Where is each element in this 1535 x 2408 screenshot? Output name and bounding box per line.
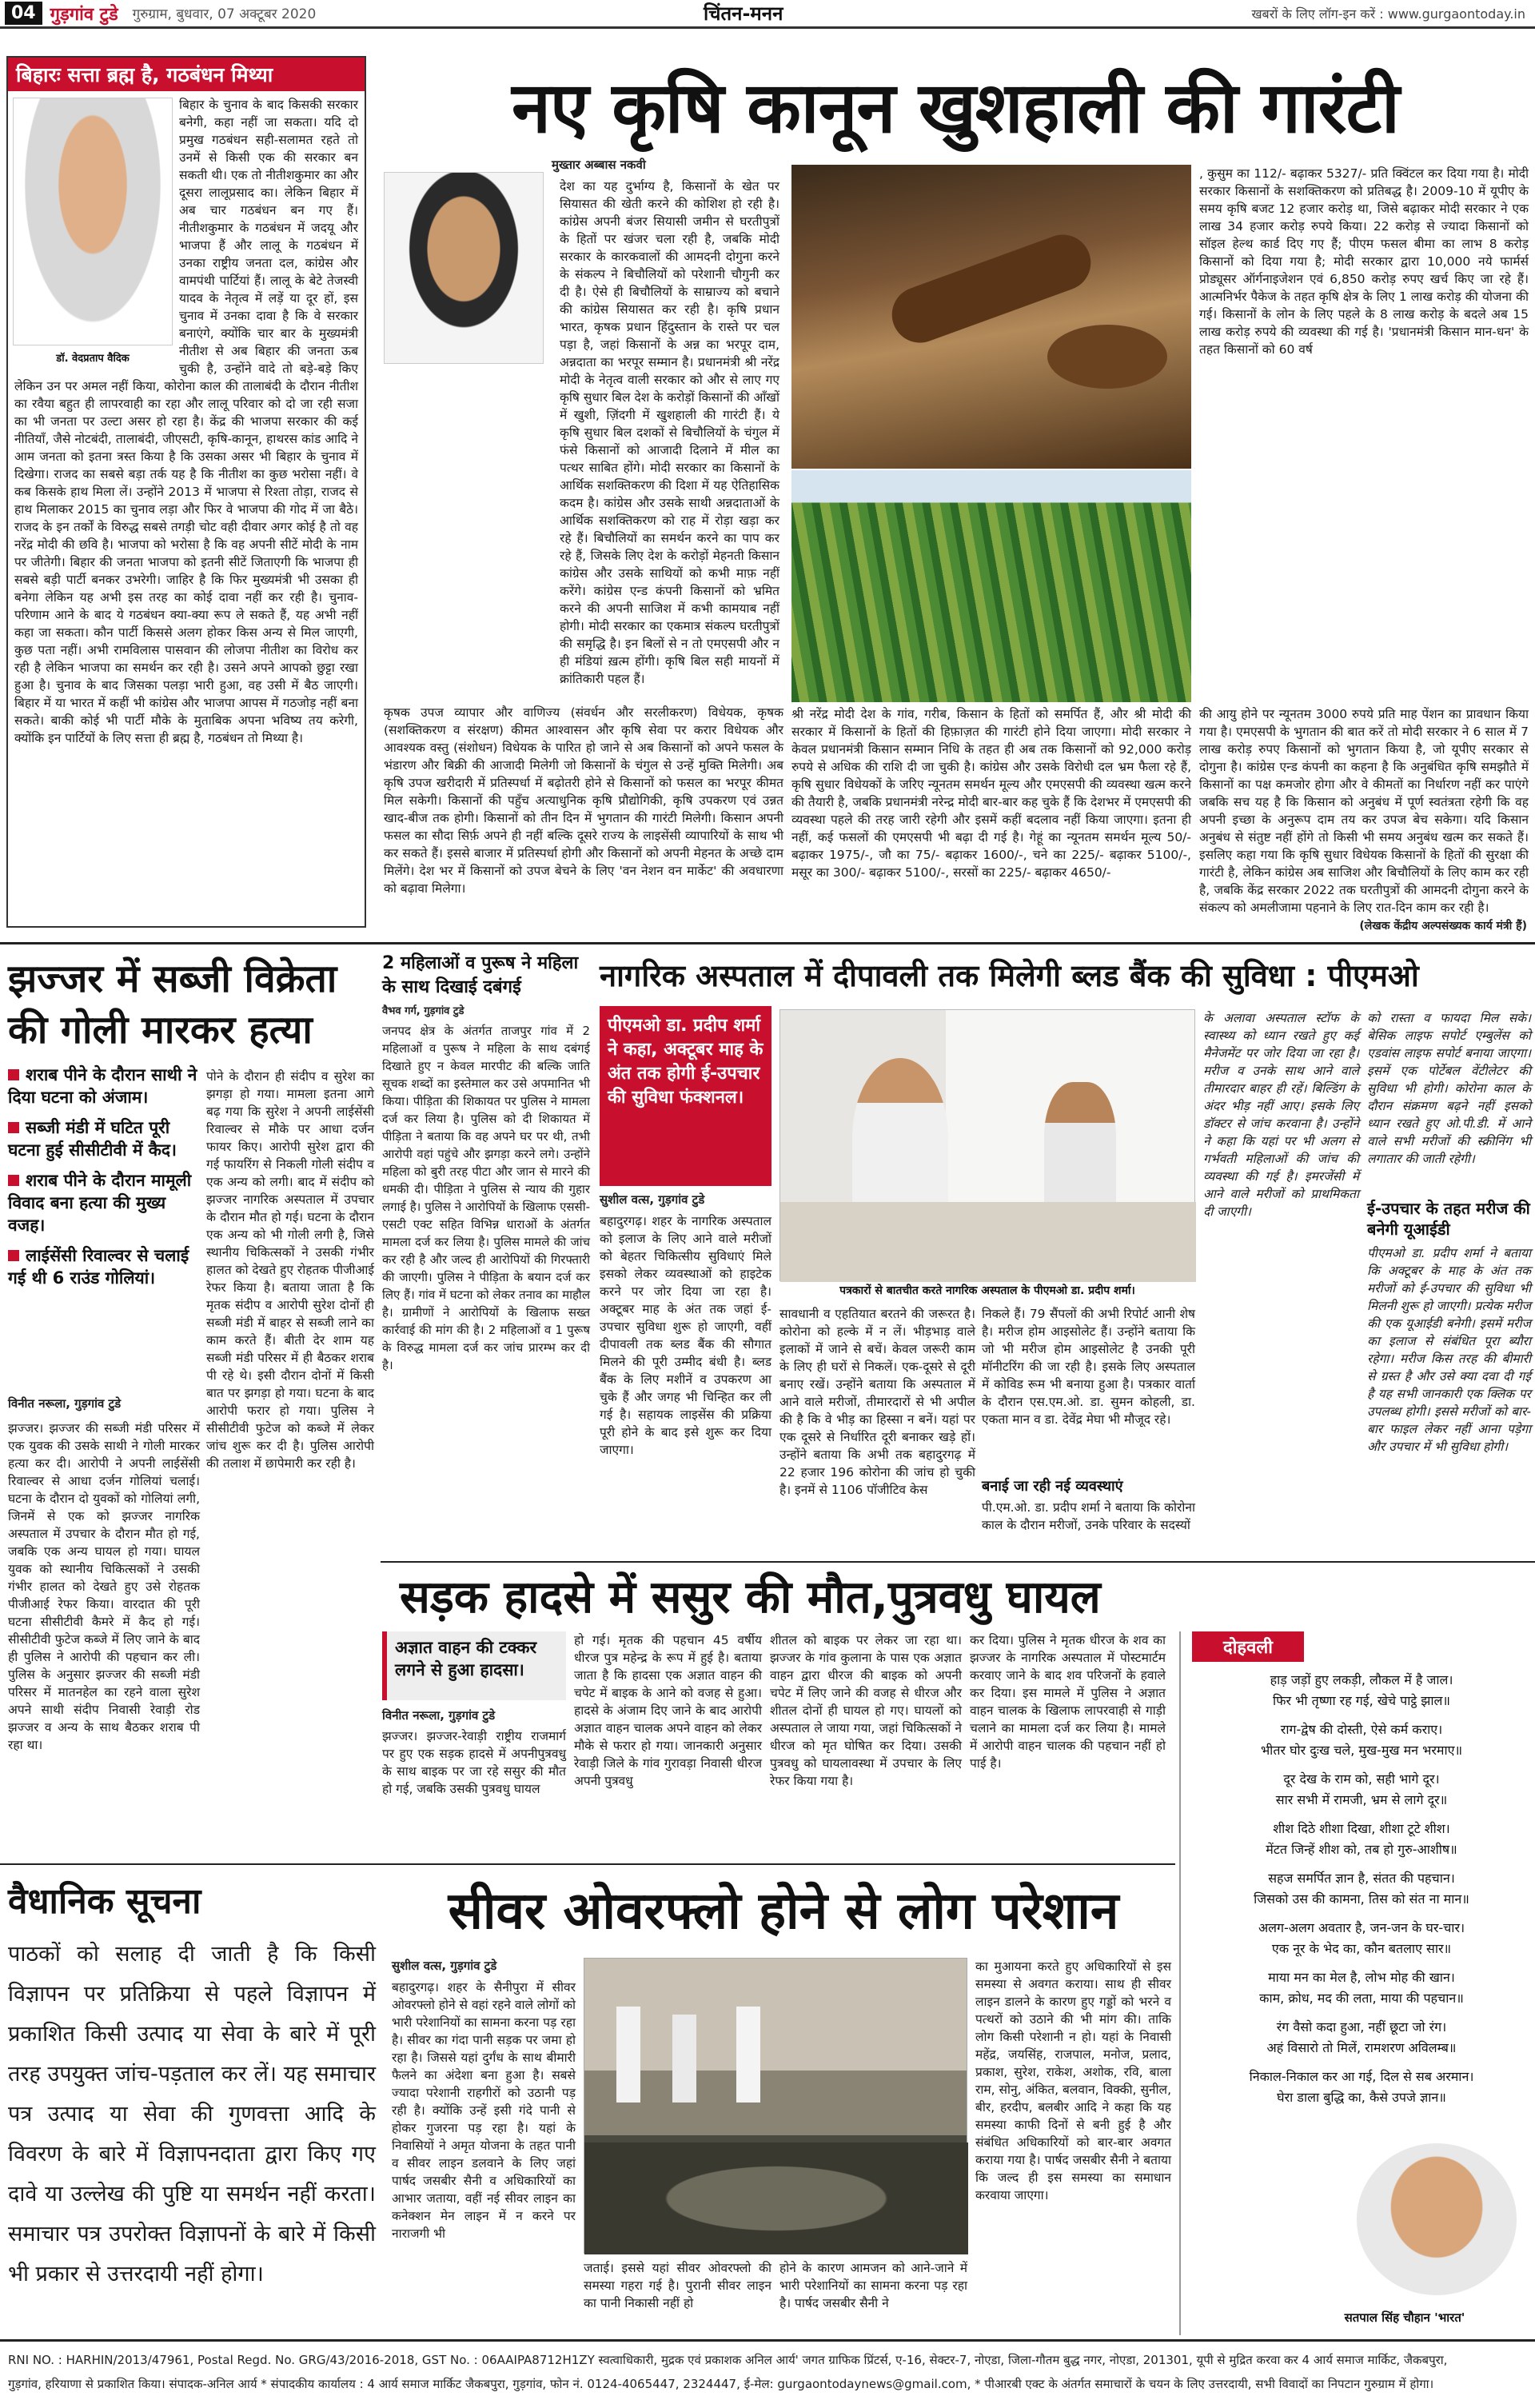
doctor-photo-caption: पत्रकारों से बातचीत करते नागरिक अस्पताल के पीएमओ डा. प्रदीप शर्मा। [839,1284,1135,1297]
imprint-line2: गुड़गांव, हरियाणा से प्रकाशित किया। संपादक-अनिल आर्य * संपादकीय कार्यालय : 4 आर्य समाज मार्किट जैकबपुरा, गुड़गांव, फोन नं. 0124-4065447, 2324447, ई-मेल: gurgaontodaynews@gmail.com, * पीआरबी एक्ट के अंतर्गत समाचारों के चयन के लिए उत्तरदायी, सभी विवादों का निपटान गुरुग्राम में होगा। [8,2377,1434,2391]
jhajjar-bullets [8,1064,200,1400]
blood-col3 [982,1305,1195,1555]
photo-spacer [14,96,179,368]
poem-line: घेरा डाला बुद्धि का, कैसे उपजे ज्ञान॥ [1277,2090,1446,2105]
blood-text7: पीएमओ डा. प्रदीप शर्मा ने बताया कि अक्टूबर के माह के अंत तक मरीजों को ई-उपचार की सुविधा भी मिलनी शुरू हो जाएगी। प्रत्येक मरीज की एक यूआईडी बनेगी। इसमें मरीज का इलाज से संबंधित पूरा ब्यौरा रहेगा। मरीज किस तरह की बीमारी से ग्रस्त है और उसे क्या दवा दी गई है यह सभी जानकारी एक क्लिक पर उपलब्ध होगी। इससे मरीजों को बार-बार फाइल लेकर नहीं आना पड़ेगा और उपचार में भी सुविधा होगी। [1367,1246,1531,1454]
jhajjar-text1: झज्जर। झज्जर की सब्जी मंडी परिसर में एक युवक की उसके साथी ने गोली मारकर हत्या कर दी। आरोपी ने अपनी लाईसेंसी रिवाल्वर से आधा दर्जन गोलियां चलाई। घटना के दौरान दो युवकों को गोलियां लगी, जिनमें से एक को झज्जर नागरिक अस्पताल में उपचार के दौरान मौत हो गई, जबकि एक अन्य घायल हो गया। घायल युवक को स्थानीय चिकित्सकों ने उसकी गंभीर हालत को देखते हुए उसे रोहतक पीजीआई रेफर किया। वारदात की पूरी घटना सीसीटीवी कैमरे में कैद हो गई। सीसीटीवी फुटेज कब्जे में लिए जाने के बाद ही पुलिस ने आरोपी की पहचान कर ली। पुलिस के अनुसार झज्जर की सब्जी मंडी परिसर में मातनहेल का रहने वाला सुरेश अपने साथी संदीप निवासी रेवाड़ी रोड झज्जर व अन्य के साथ बैठकर शराब पी रहा था। [8,1421,200,1752]
poem-line: शीश दिठे शीशा दिखा, शीशा टूटे शीश। [1273,1821,1450,1836]
blood-subhead: बनाई जा रही नई व्यवस्थाएं [982,1478,1123,1495]
poem-line: सहज समर्पित ज्ञान है, संतत की पहचान। [1268,1871,1455,1886]
poem-line: हाड़ जड़ों हुए लकड़ी, लौकल में है जाल। [1270,1672,1453,1687]
women-text: जनपद क्षेत्र के अंतर्गत ताजपुर गांव में 2 महिलाओं व पुरूष ने महिला के साथ दबंगई दिखाते हुए न केवल मारपीट की बल्कि जाति सूचक शब्दों का इस्तेमाल कर उसे अपमानित भी किया। पीड़िता की शिकायत पर पुलिस ने मामला दर्ज कर लिया है। पुलिस को दी शिकायत में पीड़िता ने बताया कि वह अपने घर पर थी, तभी आरोपी वहां पहुंचे और झगड़ा करने लगे। उन्होंने महिला को बुरी तरह पीटा और जान से मारने की धमकी दी। पीड़िता ने पुलिस से न्याय की गुहार लगाई है। पुलिस ने आरोपियों के खिलाफ एससी-एसटी एक्ट सहित विभिन्न धाराओं के अंतर्गत मामला दर्ज कर लिया है। पुलिस मामले की जांच कर रही है और जल्द ही आरोपियों की गिरफ्तारी की जाएगी। पुलिस ने पीड़िता के बयान दर्ज कर लिए हैं। गांव में घटना को लेकर तनाव का माहौल है। ग्रामीणों ने आरोपियों के खिलाफ सख्त कार्रवाई की मांग की है। 2 महिलाओं व 1 पुरूष के विरुद्ध मामला दर्ज कर जांच प्रारम्भ कर दी है। [382,1024,590,1372]
blood-text3: निकले हैं। 79 सैंपलों की अभी रिपोर्ट आनी शेष है। मरीज होम आइसोलेट हैं। उन्होंने बताया कि जो भी मरीज होम आइसोलेट है उनकी पूरी मॉनीटरिंग की जा रही है। इसके लिए अस्पताल में कोविड रूम भी बनाया हुआ है। पत्रकार वार्ता के दौरान एस.एम.ओ. डा. सुमन कोहली, डा. एकता मान व डा. देवेंद्र मेघा भी मौजूद रहे। [982,1307,1195,1427]
doctor-figure-shape [852,1058,948,1218]
legal-notice [8,1875,376,2331]
main-headline: नए कृषि कानून खुशहाली की गारंटी [512,66,1399,149]
divider-1 [0,942,1535,944]
blood-text4: पी.एम.ओ. डा. प्रदीप शर्मा ने बताया कि कोरोना काल के दौरान मरीजों, उनके परिवार के सदस्यों [982,1500,1195,1532]
blood-text6: को रास्ता व फायदा मिल सके। बेसिक लाइफ सपोर्ट एम्बुलेंस को एडवांस लाइफ सपोर्ट बनाया जाएगा। इसमें एक पोर्टेबल वेंटीलेटर की सुविधा भी होगी। कोरोना काल के दौरान संक्रमण बढ़ने नहीं इसको ध्यान रखते हुए ओ.पी.डी. में आने वाले सभी मरीजों की स्क्रीनिंग भी लगातार की जाती रहेगी। [1367,1011,1531,1166]
gavel-block-shape [1047,325,1167,389]
sewer-text3: होने के कारण आमजन को आने-जाने में भारी परेशानियों का सामना करना पड़ रहा है। पार्षद जसबीर सैनी ने [779,2261,967,2310]
sewer-headline: सीवर ओवरफ्लो होने से लोग परेशान [448,1882,1119,1941]
notice-title: वैधानिक सूचना [8,1881,201,1922]
sewer-byline: सुशील वत्स, गुड़गांव टुडे [392,1959,497,1973]
blood-highlight: पीएमओ डा. प्रदीप शर्मा ने कहा, अक्टूबर माह के अंत तक होगी ई-उपचार की सुविधा फंक्शनल। [600,1006,771,1186]
imprint-footer [0,2339,1535,2408]
poem-line: माया मन का मेल है, लोभ मोह की खान। [1268,1970,1455,1985]
imprint-line1: RNI NO. : HARHIN/2013/47961, Postal Regd. No. GRG/43/2016-2018, GST No. : 06AAIPA8712H1ZY स्वत्वाधिकारी, मुद्रक एवं प्रकाशक अनिल आर्य' जगत ग्राफिक प्रिंटर्स, ए-16, सेक्टर-7, नोएडा, जिला-गौतम बुद्ध नगर, नोएडा, 201301, यूपी से मुद्रित करवा कर 4 आर्य समाज मार्किट, जैकबपुरा, [8,2353,1448,2367]
sewer-text1: बहादुरगढ़। शहर के सैनीपुरा में सीवर ओवरफ्लो होने से वहां रहने वाले लोगों को भारी परेशानियों का सामना करना पड़ रहा है। सीवर का गंदा पानी सड़क पर जमा हो रहा है। जिससे यहां दुर्गंध के साथ बीमारी फैलने का अंदेशा बना हुआ है। सबसे ज्यादा परेशानी राहगीरों को उठानी पड़ रही है। क्योंकि उन्हें इसी गंदे पानी से होकर गुजरना पड़ रहा है। यहां के निवासियों ने अमृत योजना के तहत पानी व सीवर लाइन डलवाने के लिए जहां पार्षद जसबीर सैनी व अधिकारियों का आभार जताया, वहीं नई सीवर लाइन का कनेक्शन मेन लाइन में न करने पर नाराजगी भी [392,1980,576,2241]
poem-line: फिर भी तृष्णा रह गई, खेचे पाट्ठे झाल॥ [1273,1693,1450,1708]
poem-line: जिसको उस की कामना, तिस को संत ना मान॥ [1254,1891,1469,1907]
jhajjar-byline: विनीत नरूला, गुड़गांव टुडे [8,1396,122,1411]
blood-text5: के अलावा अस्पताल स्टॉफ के स्वास्थ्य को ध्यान रखते हुए कई मैनेजमेंट पर जोर दिया जा रहा है। मरीज व उनके साथ आने वाले तीमारदार बाहर ही रहें। बिल्डिंग के अंदर भीड़ नहीं आए। इसके लिए डॉक्टर से जांच करवाना है। उन्होंने ने कहा कि यहां पर भी अलग से गर्भवती महिलाओं की जांच की व्यवस्था की गई है। इमरजेंसी में आने वाले मरीजों को प्राथमिकता दी जाएगी। [1203,1011,1359,1219]
gavel-head-shape [884,227,1098,351]
poem-line: दूर देख के राम को, सही भागे दूर। [1283,1771,1440,1787]
blood-byline: सुशील वत्स, गुड़गांव टुडे [600,1192,705,1207]
sewer-text4: का मुआयना करते हुए अधिकारियों से इस समस्या से अवगत कराया। साथ ही सीवर लाइन डालने के कारण हुए गड्डों को भरने व पत्थरों को उठाने की भी मांग की। ताकि लोग किसी परेशानी न हो। यहां के निवासी महेंद्र, जयसिंह, राजपाल, मनोज, प्रलाद, प्रकाश, सुरेश, राकेश, अशोक, रवि, बाला राम, सोनु, अंकित, बलवान, विक्की, सुनील, बीर, हरदीप, बलबीर आदि ने कहा कि यह समस्या काफी दिनों से बनी हुई है और संबंधित अधिकारियों को बार-बार अवगत कराया गया है। पार्षद जसबीर सैनी ने बताया कि जल्द ही इस समस्या का समाधान करवाया जाएगा। [975,1959,1171,2202]
accident-headline: सड़क हादसे में ससुर की मौत,पुत्रवधु घायल [400,1571,1101,1623]
poem-title: दोहवली [1192,1631,1304,1662]
bullet-1: शराब पीने के दौरान साथी ने दिया घटना को अंजाम। [8,1065,197,1107]
main-col2: कृषक उपज व्यापार और वाणिज्य (संवर्धन और सरलीकरण) विधेयक, कृषक (सशक्तिकरण व संरक्षण) कीमत आश्वासन और कृषि सेवा पर करार विधेयक और आवश्यक वस्तु (संशोधन) विधेयक के पारित हो जाने से अब किसानों को अपने फसल के भंडारण और बिक्री की आजादी मिलेगी जो किसानों के चंगुल से उन्हें मुक्ति मिलेगी। अब कृषि उपज खरीदारी में प्रतिस्पर्धा में बढ़ोतरी होने से किसानों को फसल का भरपूर कीमत मिल सकेगी। किसानों की पहुँच अत्याधुनिक कृषि प्रौद्योगिकी, कृषि उपकरण एवं उन्नत खाद-बीज तक होगी। किसानों को तीन दिन में भुगतान की गारंटी मिलेगी। किसान अपनी फसल का सौदा सिर्फ़ अपने ही नहीं बल्कि दूसरे राज्य के लाइसेंसी व्यापारियों के साथ भी कर सकते हैं। इससे बाजार में प्रतिस्पर्धा होगी और किसानों को अपनी मेहनत के अच्छे दाम मिलेंगे। देश भर में किसानों को उपज बेचने के लिए 'वन नेशन वन मार्केट' की अवधारणा को बढ़ावा मिलेगा। [384,705,783,896]
poem-line: भीतर घोर दुःख चले, मुख-मुख मन भरमाए॥ [1260,1743,1463,1758]
sewer-text2: जताई। इससे यहां सीवर ओवरफ्लो की समस्या गहरा गई है। पुरानी सीवर लाइन का पानी निकासी नहीं हो [584,2261,771,2310]
site-tagline[interactable]: खबरों के लिए लॉग-इन करें : www.gurgaontoday.in [1251,6,1525,22]
bihar-body: बिहार के चुनाव के बाद किसकी सरकार बनेगी, कहा नहीं जा सकता। यदि दो प्रमुख गठबंधन सही-सलामत रहते तो उनमें से किसी एक की सरकार बन सकती थी। एक तो नीतीशकुमार का और दूसरा लालूप्रसाद का। लेकिन बिहार में अब चार गठबंधन बन गए हैं। नीतीशकुमार के गठबंधन में जदयू और भाजपा हैं और लालू के गठबंधन में उनका राष्ट्रीय जनता दल, कांग्रेस और वामपंथी पार्टियां हैं। लालू के बेटे तेजस्वी यादव के नेतृत्व में लड़ें या दूर हों, इस चुनाव में उनका दावा है कि वे सरकार बनाएंगे, क्योंकि चार बार के मुख्यमंत्री नीतीश से अब बिहार की जनता ऊब चुकी है, उन्होंने वादे तो बड़े-बड़े किए लेकिन उन पर अमल नहीं किया, कोरोना काल की तालाबंदी के दौरान नीतीश का रवैया बहुत ही लापरवाही का रहा और लालू परिवार को दो जा रही सजा का भी जनता पर उल्टा असर हो रहा है। केंद्र की भाजपा सरकार की कई नीतियाँ, जैसे नोटबंदी, तालाबंदी, जीएसटी, कृषि-कानून, हाथरस कांड आदि ने आम जनता को इतना त्रस्त किया है कि उसका असर भी बिहार के चुनाव में दिखेगा। राजद का सबसे बड़ा तर्क यह है कि नीतीश का कुछ भरोसा नहीं। वे कब किसके हाथ मिला लें। उन्होंने 2013 में भाजपा से रिश्ता तोड़ा, राजद से हाथ मिलाकर 2015 का चुनाव लड़ा और फिर वे भाजपा की गोद में जा बैठे। राजद के इन तर्कों के विरुद्ध सबसे तगड़ी चोट वही दीवार अगर कोई है तो वह नरेंद्र मोदी की छवि है। भाजपा को भरोसा है कि वह अपनी सीटें मोदी के नाम पर जीतेगी। बिहार की जनता भाजपा को इतनी सीटें जिताएगी कि भाजपा ही सबसे बड़ी पार्टी बनकर उभरेगी। जाहिर है कि फिर मुख्यमंत्री भी उसका ही बनेगा लेकिन यह अभी इस तरह का कोई दावा नहीं कर रही है। चुनाव-परिणाम आने के बाद ये गठबंधन क्या-क्या रूप ले सकते हैं, यह अभी नहीं कहा जा सकता। कौन पार्टी किससे अलग होकर किस अन्य से मिल जाएगी, कुछ पता नहीं। अभी रामविलास पासवान की लोजपा नीतीश का विरोध कर रही है लेकिन भाजपा का समर्थन कर रही है। उसने अपने आपको छुट्टा रखा हुआ है। चुनाव के बाद जिसका पलड़ा भारी हुआ, वह उसी में बैठ जाएगी। बिहार में या भारत में कहीं भी कांग्रेस और भाजपा आपस में गठजोड़ नहीं बना सकते। बाकी कोई भी पार्टी मौके के मुताबिक अपना भविष्य तय करेगी, क्योंकि इन पार्टियों के लिए सत्ता ही ब्रह्म है, गठबंधन तो मिथ्या है। [14,98,358,745]
field-photo [791,470,1191,702]
sewer-photo [584,1958,967,2254]
main-author: मुख्तार अब्बास नकवी [552,158,646,172]
person-shape-3 [736,2007,760,2103]
person-shape-1 [616,2007,640,2103]
divider-2 [381,1561,1535,1563]
poem-line: अलग-अलग अवतार है, जन-जन के घर-चार। [1258,1920,1465,1935]
doctor-photo [779,1009,1195,1281]
accident-text3: शीतल को बाइक पर लेकर जा रहा था। झज्जर के गांव कुलाना के पास एक अज्ञात वाहन द्वारा धीरज की बाइक को अपनी चपेट में लिए जाने की वजह से धीरज और शीतल दोनों ही घायल हो गए। घायलों को अस्पताल ले जाया गया, जहां चिकित्सकों ने धीरज को मृत घोषित कर दिया। उसकी पुत्रवधु को घायलावस्था में उपचार के लिए रेफर किया गया है। [770,1633,962,1788]
blood-headline: नागरिक अस्पताल में दीपावली तक मिलेगी ब्लड बैंक की सुविधा : पीएमओ [600,958,1419,993]
poem-line: काम, क्रोध, मद की लता, माया की पहचान॥ [1259,1991,1464,2006]
photo-caption: डॉ. वेदप्रताप वैदिक [56,353,130,365]
accident-text4: कर दिया। पुलिस ने मृतक धीरज के शव का झज्जर के नागरिक अस्पताल में पोस्टमार्टम करवाए जाने के बाद शव परिजनों के हवाले कर दिया। इस मामले में पुलिस ने अज्ञात वाहन चालक के खिलाफ लापरवाही से गाड़ी चलाने का मामला दर्ज कर लिया है। मामले में आरोपी वाहन चालक की पहचान नहीं हो पाई है। [970,1633,1166,1771]
main-col5: की आयु होने पर न्यूनतम 3000 रुपये प्रति माह पेंशन का प्रावधान किया गया है। एमएसपी के भुगतान की बात करें तो मोदी सरकार ने 6 साल में 7 लाख करोड़ रुपए किसानों को भुगतान किया है, जो यूपीए सरकार से दोगुना है। कांग्रेस एन्ड कंपनी का कहना है कि अनुबंधित कृषि समझौते में किसानों का पक्ष कमजोर होगा और वे कीमतों का निर्धारण नहीं कर पाएंगे जबकि सच यह है कि किसान को अनुबंध में पूर्ण स्वतंत्रता रहेगी कि वह अपनी इच्छा के अनुरूप दाम तय कर उपज बेच सकेगा। यदि किसान अनुबंध से संतुष्ट नहीं होंगे तो किसी भी समय अनुबंध खत्म कर सकते हैं। इसलिए कहा गया कि कृषि सुधार विधेयक किसानों के हितों की सुरक्षा की गारंटी है, लेकिन कांग्रेस अब साजिश और बिचौलियों के लिए काम कर रही है, जबकि केंद्र सरकार 2022 तक घरतीपुत्रों की आमदनी दोगुना करने के संकल्प को अमलीजामा पहनाने के लिए रात-दिन काम कर रही है। [1199,707,1529,915]
blood-text2: सावधानी व एहतियात बरतने की जरूरत है। कोरोना को हल्के में न लें। भीड़भाड़ वाले इलाकों में जाने से बचें। केवल जरूरी काम के लिए ही घरों से निकलें। एक-दूसरे से दूरी बनाए रखें। उन्होंने बताया कि अस्पताल में आने वाले मरीजों, तीमारदारों से भी अपील की है कि वे भीड़ का हिस्सा न बनें। यहां पर एक दूसरे से निर्धारित दूरी बनाकर खड़े हों। उन्होंने बताया कि अभी तक बहादुरगढ़ में 22 हजार 196 कोरोना की जांच हो चुकी है। इनमें से 1106 पॉजीटिव केस [779,1307,975,1497]
bullet-2: सब्जी मंडी में घटित पूरी घटना हुई सीसीटीवी में कैद। [8,1118,177,1160]
jhajjar-text2: पोने के दौरान ही संदीप व सुरेश का झगड़ा हो गया। मामला इतना आगे बढ़ गया कि सुरेश ने अपनी लाईसेंसी रिवाल्वर से मौके पर आधा दर्जन फायर किए। आरोपी सुरेश द्वारा की गई फायरिंग से निकली गोली संदीप व एक अन्य को लगी। बाद में संदीप को झज्जर नागरिक अस्पताल में उपचार के दौरान मौत हो गई। घटना के दौरान एक अन्य को भी गोली लगी है, जिसे स्थानीय चिकित्सकों ने उसकी गंभीर हालत को देखते हुए रोहतक पीजीआई रेफर किया है। बताया जाता है कि मृतक संदीप व आरोपी सुरेश दोनों ही सब्जी मंडी में बाहर से सब्जी लाने का काम करते हैं। बीती देर शाम यह सब्जी मंडी परिसर में ही बैठकर शराब पी रहे थे। इसी दौरान दोनों में किसी बात पर झगड़ा हो गया। घटना के बाद आरोपी फरार हो गया। पुलिस ने सीसीटीवी फुटेज को कब्जे में लेकर जांच शुरू कर दी है। पुलिस आरोपी की तलाश में छापेमारी कर रही है। [206,1069,374,1471]
poem-line: अहं विसारो तो मिलें, रामशरण अविलम्ब॥ [1266,2040,1457,2055]
sewage-water-shape [584,2142,968,2254]
poet-name: सतपाल सिंह चौहान 'भारत' [1344,2310,1465,2325]
blood-col6 [1367,1009,1531,1553]
bullet-4: लाईसेंसी रिवाल्वर से चलाई गई थी 6 राउंड गोलियां। [8,1246,189,1288]
poem-line: राग-द्वेष की दोस्ती, ऐसे कर्म कराए। [1280,1722,1443,1737]
poem-box [1179,1631,1531,2335]
blood-subhead2: ई-उपचार के तहत मरीज की बनेगी यूआईडी [1367,1199,1530,1239]
accident-text2: हो गई। मृतक की पहचान 45 वर्षीय धीरज पुत्र महेन्द्र के रूप में हुई है। बताया जाता है कि हादसा एक अज्ञात वाहन की चपेट में बाइक के आने को वजह से हुआ। हादसे के अंजाम दिए जाने के बाद आरोपी अज्ञात वाहन चालक अपने वाहन को लेकर मौके से फरार हो गया। जानकारी अनुसार रेवाड़ी जिले के गांव गुरावड़ा निवासी धीरज अपनी पुत्रवधु [574,1633,762,1788]
author-note: (लेखक केंद्रीय अल्पसंख्यक कार्य मंत्री हैं) [1359,920,1527,932]
blood-text1: बहादुरगढ़। शहर के नागरिक अस्पताल को इलाज के लिए आने वाले मरीजों को बेहतर चिकित्सीय सुविधाएं मिले इसको लेकर व्यवस्थाओं को हाइटेक करने पर जोर दिया जा रहा है। अक्टूबर माह के अंत तक जहां ई-उपचार सुविधा शुरू हो जाएगी, वहीं दीपावली तक ब्लड बैंक की सौगात मिलने की पूरी उम्मीद बंधी है। ब्लड बैंक के लिए मशीनें व उपकरण आ चुके हैं और जगह भी चिन्हित कर ली गई है। सहायक लाइसेंस की प्रक्रिया पूरी होने के बाद इसे शुरू कर दिया जाएगा। [600,1214,771,1457]
poem-line: एक नूर के भेद का, कौन बतलाए सार॥ [1271,1941,1452,1956]
poem-line: मेंटत जिन्हें शीश को, तब हो गुरु-आशीष॥ [1266,1842,1457,1857]
jhajjar-headline-line2: की गोली मारकर हत्या [8,1008,313,1052]
page-header [0,0,1535,29]
women-headline: 2 महिलाओं व पुरूष ने महिला के साथ दिखाई दबंगई [382,953,579,997]
poet-photo [1357,2143,1517,2295]
main-col3: श्री नरेंद्र मोदी देश के गांव, गरीब, किसान के हितों को समर्पित हैं, और श्री मोदी की सरकार में किसानों के हितों की हिफ़ाज़त की गारंटी होने दिया जाएगा। मोदी सरकार ने केवल प्रधानमंत्री किसान सम्मान निधि के तहत ही अब तक किसानों को 92,000 करोड़ रुपये से अधिक की राशि दी जा चुकी है। कांग्रेस और उसके विरोधी दल भ्रम फैला रहे हैं, कृषि सुधार विधेयकों के जरिए न्यूनतम समर्थन मूल्य और एमएसपी की व्यवस्था खत्म करने की तैयारी है, जबकि प्रधानमंत्री नरेन्द्र मोदी बार-बार कह चुके हैं कि देशभर में एमएसपी की व्यवस्था पहले की तरह जारी रहेगी और इसमें कहीं बदलाव नहीं किया जाएगा। इतना ही नहीं, कई फसलों की एमएसपी भी बढ़ा दी गई है। गेहूं का न्यूनतम समर्थन मूल्य 50/- बढ़ाकर 1975/-, जौ का 75/- बढ़ाकर 1600/-, चने का 225/- बढ़ाकर 5100/-, मसूर का 300/- बढ़ाकर 5100/-, सरसों का 225/- बढ़ाकर 4650/- [791,707,1191,880]
bihar-title: बिहारः सत्ता ब्रह्म है, गठबंधन मिथ्या [8,58,365,91]
bullet-3: शराब पीने के दौरान मामूली विवाद बना हत्या की मुख्य वजह। [8,1171,192,1235]
main-col1-top: देश का यह दुर्भाग्य है, किसानों के खेत पर सियासत की खेती करने की कोशिश हो रही है। कांग्रेस अपनी बंजर सियासी जमीन से घरतीपुत्रों के हितों पर खंजर चला रही है, जबकि मोदी सरकार के कारकवालों की आमदनी दोगुना करने के संकल्प ने बिचौलियों को परेशानी चौगुनी कर दी है। ऐसे ही बिचौलियों के साम्राज्य को बचाने की कांग्रेस सियासत कर रही है। कृषि प्रधान भारत, कृषक प्रधान हिंदुस्तान के रास्ते पर चल पड़ा है, जहां किसानों के अन्न का भरपूर दाम, अन्नदाता का भरपूर सम्मान है। प्रधानमंत्री श्री नरेंद्र मोदी के नेतृत्व वाली सरकार को और से लाए गए कृषि सुधार बिल देश के करोड़ों किसानों की आँखों में खुशी, ज़िंदगी में खुशहाली की गारंटी हैं। ये कृषि सुधार बिल दशकों से बिचौलियों के चंगुल में फंसे किसानों को आजादी दिलाने में मील का पत्थर साबित होंगे। मोदी सरकार का किसानों के आर्थिक सशक्तिकरण की दिशा में यह ऐतिहासिक कदम है। कांग्रेस और उसके साथी अन्नदाताओं के आर्थिक सशक्तिकरण को राह में रोड़ा खड़ा कर रहे हैं। बिचौलियों का समर्थन करने का पाप कर रहे हैं, जिसके लिए देश के करोड़ों मेहनती किसान कांग्रेस और उसके साथियों को कभी माफ़ नहीं करेंगे। कांग्रेस एन्ड कंपनी किसानों को भ्रमित करने की अपनी साजिश में कभी कामयाब नहीं होगी। मोदी सरकार का एकमात्र संकल्प घरतीपुत्रों की समृद्धि है। इन बिलों से न तो एमएसपी और न ही मंडियां ख़त्म होंगी। कृषि बिल सही मायनों में क्रांतिकारी पहल हैं। [560,179,779,686]
poem-line: रंग वैसो कदा हुआ, नहीं छूटा जो रंग। [1276,2019,1447,2035]
staff-figure-shape [1044,1082,1116,1218]
page-number: 04 [5,2,42,25]
notice-text: पाठकों को सलाह दी जाती है कि किसी विज्ञापन पर प्रतिक्रिया से पहले विज्ञापन में प्रकाशित किसी उत्पाद या सेवा के बारे में पूरी तरह उपयुक्त जांच-पड़ताल कर लें। यह समाचार पत्र उत्पाद या सेवा की गुणवत्ता आदि के विवरण के बारे में विज्ञापनदाता द्वारा किए गए दावे या उल्लेख की पुष्टि या समर्थन नहीं करता। समाचार पत्र उपरोक्त विज्ञापनों के बारे में किसी भी प्रकार से उत्तरदायी नहीं होगा। [8,1942,376,2286]
gavel-photo [791,165,1191,469]
accident-text1: झज्जर। झज्जर-रेवाड़ी राष्ट्रीय राजमार्ग पर हुए एक सड़क हादसे में अपनीपुत्रवधु के साथ बाइक पर जा रहे ससुर की मौत हो गई, जबकि उसकी पुत्रवधु घायल [382,1729,566,1796]
section-title: चिंतन-मनन [704,2,783,25]
jhajjar-headline [8,953,376,1057]
desk-shape [780,1202,1196,1282]
accident-highlight: अज्ञात वाहन की टक्कर लगने से हुआ हादसा। [382,1631,566,1700]
main-col4: , कुसुम का 112/- बढ़ाकर 5327/- प्रति क्विंटल कर दिया गया है। मोदी सरकार किसानों के सशक्तिकरण को प्रतिबद्ध है। 2009-10 में यूपीए के समय कृषि बजट 12 हजार करोड़ था, जिसे बढ़ाकर मोदी सरकार ने एक लाख 34 हजार करोड़ रुपये किया। 22 करोड़ से ज्यादा किसानों को सॉइल हेल्थ कार्ड दिए गए हैं; पीएम फसल बीमा का लाभ 8 करोड़ किसानों को दिया गया है; मोदी सरकार द्वारा 10,000 नये फार्मर्स प्रोड्यूसर ऑर्गनाइजेशन एवं 6,850 करोड़ रुपए खर्च किए जा रहे हैं। आत्मनिर्भर पैकेज के तहत कृषि क्षेत्र के लिए 1 लाख करोड़ की योजना की गई। किसानों के लोन के लिए पहले के 8 लाख करोड़ के बदले अब 15 लाख करोड़ रुपये की व्यवस्था की गई है। 'प्रधानमंत्री किसान मान-धन' के तहत किसानों को 60 वर्ष [1199,166,1529,357]
poem-line: निकाल-निकाल कर आ गई, दिल से सब अरमान। [1249,2069,1474,2084]
women-byline: वैभव गर्ग, गुड़गांव टुडे [382,1005,464,1017]
jhajjar-headline-line1: झज्जर में सब्जी विक्रेता [8,956,337,1001]
divider-3 [0,1863,1175,1865]
masthead: गुड़गांव टुडे [50,4,118,25]
bihar-article [6,56,366,928]
minister-photo [384,172,544,364]
poem-line: सार सभी में रामजी, भ्रम से लागे दूर॥ [1275,1792,1448,1807]
accident-byline: विनीत नरूला, गुड़गांव टुडे [382,1708,496,1723]
poem-lines [1192,1670,1531,2108]
edition-date: गुरुग्राम, बुधवार, 07 अक्टूबर 2020 [132,6,317,22]
person-shape-2 [672,2015,696,2103]
